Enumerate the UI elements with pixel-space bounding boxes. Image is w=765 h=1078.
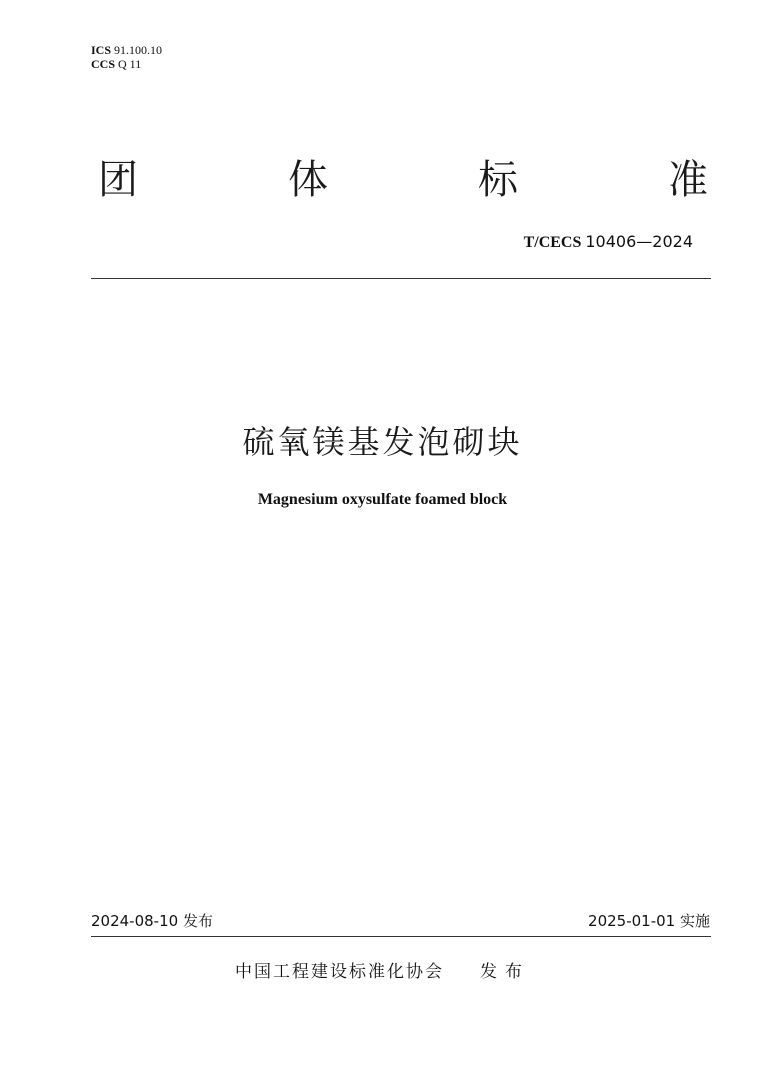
ics-line bbox=[91, 43, 162, 57]
ccs-label: CCS bbox=[91, 57, 116, 71]
implement-date: 2025-01-01 实施 bbox=[588, 912, 710, 930]
publisher-line bbox=[0, 960, 765, 984]
ics-code: 91.100.10 bbox=[114, 43, 163, 57]
publish-date: 2024-08-10 发布 bbox=[91, 912, 213, 930]
standard-type-char: 团 bbox=[98, 157, 138, 203]
standard-number bbox=[524, 232, 693, 253]
classification-codes bbox=[91, 43, 162, 71]
ccs-line bbox=[91, 57, 162, 71]
standard-type-char: 体 bbox=[288, 157, 328, 203]
standard-type-heading bbox=[98, 155, 708, 205]
standard-type-char: 标 bbox=[478, 157, 518, 203]
standard-number-value: 10406—2024 bbox=[585, 232, 693, 251]
publisher-action: 发布 bbox=[480, 962, 530, 982]
document-title-chinese: 硫氧镁基发泡砌块 bbox=[242, 423, 523, 461]
publisher-name: 中国工程建设标准化协会 bbox=[235, 962, 444, 982]
document-title-english: Magnesium oxysulfate foamed block bbox=[257, 491, 508, 508]
top-divider bbox=[91, 278, 711, 279]
ccs-code: Q 11 bbox=[118, 57, 142, 71]
bottom-divider bbox=[91, 936, 711, 937]
ics-label: ICS bbox=[91, 43, 112, 57]
standard-type-char: 准 bbox=[668, 157, 708, 203]
standard-number-prefix: T/CECS bbox=[523, 234, 582, 251]
